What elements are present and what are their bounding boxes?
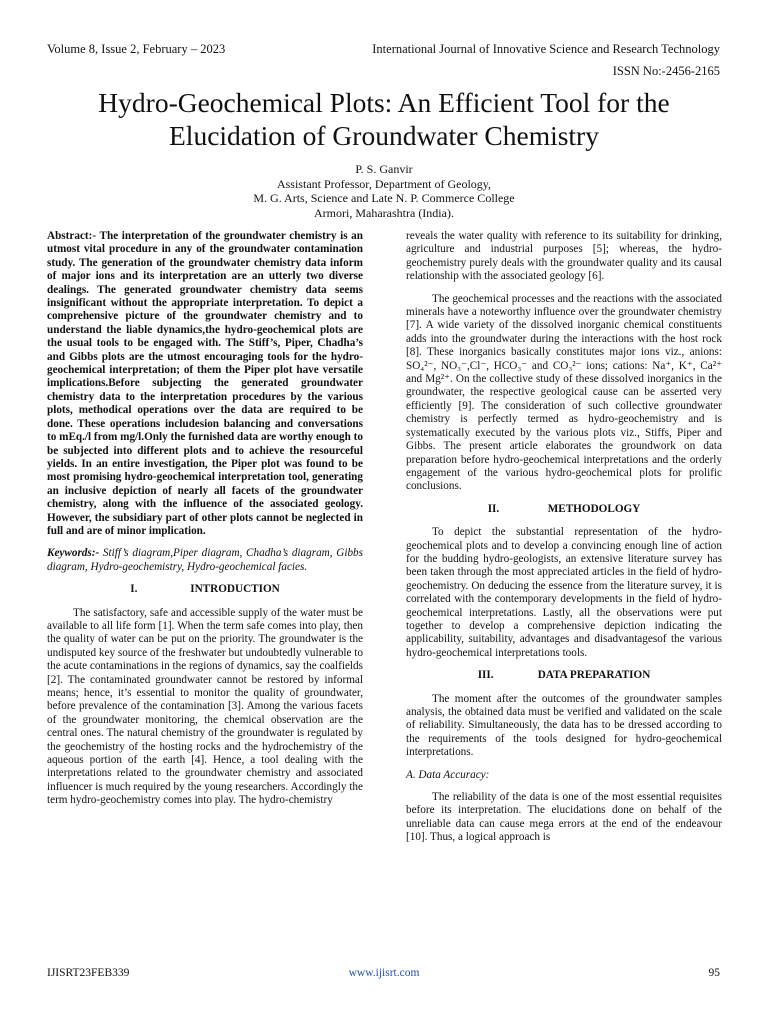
section-number: I.: [130, 583, 138, 596]
geochemical-paragraph: [406, 293, 722, 494]
footer-id: IJISRT23FEB339: [47, 967, 130, 979]
keywords: [47, 547, 363, 574]
abstract-text: The interpretation of the groundwater chemistry is an utmost vital procedure in any of the groundwater contamination study. The generation of the groundwater chemistry data inform of major ions and its interpretation are an utterly two diverse dealings. The generated groundwater chemistry data seems insignificant without the appropriate interpretation. To depict a comprehensive picture of the groundwater chemistry and to understand the liable dynamics,the hydro-geochemical plots are the usual tools to be engaged with. The Stiff’s, Piper, Chadha’s and Gibbs plots are the utmost encouraging tools for the hydro-geochemical interpretation; of them the Piper plot have versatile implications.Before subjecting the generated groundwater chemistry data to the interpretation procedures by the various plots, methodical operations over the data are required to be done. These operations includesion balancing and conversations to mEq./l from mg/l.Only the furnished data are worthy enough to be subjected into different plots and to achieve the resourceful yields. In an entire investigation, the Piper plot was found to be most promising hydro-geochemical interpretation tool, generating an inclusive depiction of nearly all facets of the groundwater chemistry, along with the influence of the associated geology. However, the subsidiary part of other plots cannot be neglected in full and are of minor implication.: [47, 230, 363, 537]
abstract: [47, 230, 363, 538]
author-name: P. S. Ganvir: [355, 162, 413, 176]
subsection-data-accuracy: A. Data Accuracy:: [406, 768, 490, 781]
section-title: DATA PREPARATION: [537, 669, 651, 682]
paper-title: [40, 86, 728, 152]
section-number: II.: [487, 502, 500, 515]
author-position: Assistant Professor, Department of Geology,: [276, 176, 492, 191]
right-column: [406, 230, 722, 854]
page-number: 95: [708, 967, 720, 979]
section-heading-introduction: [47, 583, 363, 596]
ion-list: SO₄²⁻, NO₃⁻,Cl⁻, HCO₃⁻ and CO₃²⁻ ions; cations: Na⁺, K⁺, Ca²⁺ and Mg²⁺.: [406, 359, 722, 386]
keywords-label: Keywords:-: [47, 547, 100, 560]
methodology-paragraph: To depict the substantial representation of the hydro-geochemical plots and to develop a convincing enough line of action for the budding hydro-geologists, an extensive literature survey has been taken through the most appreciated articles in the field of hydro-geochemistry. On deducing the essence from the literature survey, it is correlated with the contemporary developments in the field of hydro-geochemical interpretations. Lastly, all the observations were put together to develop a comprehensive depiction indicating the applicability, suitability, advantages and disadvantagesof the various hydro-geochemical interpretations tools.: [406, 526, 722, 659]
section-title: METHODOLOGY: [547, 502, 641, 515]
title-line-2: Elucidation of Groundwater Chemistry: [169, 120, 599, 151]
geochemical-text-2: On the collective study of these dissolved inorganics in the groundwater, the respective geological cause can be asserted very efficiently [9]. The consideration of such collective groundwater chemistry is perfectly termed as hydro-geochemistry and is systematically executed by the various plots viz., Stiffs, Piper and Gibbs. The present article elaborates the groundwork on data preparation before hydro-geochemical interpretations and the orderly engagement of the various hydro-geochemical plots for prolific conclusions.: [406, 373, 722, 493]
data-accuracy-paragraph: The reliability of the data is one of the most essential requisites before its interpretation. The elucidations done on behalf of the unreliable data can cause mega errors at the end of the endeavour [10]. Thus, a logical approach is: [406, 791, 722, 844]
author-college: M. G. Arts, Science and Late N. P. Commerce College: [253, 191, 515, 205]
author-location: Armori, Maharashtra (India).: [314, 205, 454, 220]
keywords-text: Stiff’s diagram,Piper diagram, Chadha’s diagram, Gibbs diagram, Hydro-geochemistry, Hydro-geochemical facies.: [47, 547, 363, 573]
section-number: III.: [477, 669, 494, 682]
intro-continued-paragraph: reveals the water quality with reference to its suitability for drinking, agriculture and industrial purposes [5]; whereas, the hydro-geochemistry purely deals with the groundwater quality and its causal relationship with the associated geology [6].: [406, 230, 722, 283]
header-journal: International Journal of Innovative Science and Research Technology: [372, 42, 720, 56]
footer-url-link[interactable]: www.ijisrt.com: [348, 967, 420, 979]
abstract-label: Abstract:-: [47, 230, 97, 242]
author-block: [0, 162, 768, 220]
introduction-paragraph: The satisfactory, safe and accessible supply of the water must be available to all life form [1]. When the term safe comes into play, then the quality of water can be put on the priority. The groundwater is the undisputed key source of the freshwater but undoubtedly vulnerable to the acute contaminations in the regions of dynamics, say the coalfields [2]. The contaminated groundwater cannot be restored by informal means; hence, it’s essential to monitor the quality of groundwater, before prevalence of the contamination [3]. Among the various facets of the groundwater monitoring, the chemical observation are the central ones. The natural chemistry of the groundwater is regulated by the geochemistry of the hosting rocks and the hydrochemistry of the aqueous portion of the earth [4]. Hence, a tool dealing with the interpretations related to the groundwater chemistry and associated influencer is much required by the young researchers. Accordingly the term hydro-geochemistry comes into play. The hydro-chemistry: [47, 606, 363, 807]
section-title: INTRODUCTION: [190, 583, 280, 596]
section-heading-data-preparation: [406, 669, 722, 682]
data-preparation-paragraph: The moment after the outcomes of the groundwater samples analysis, the obtained data must be verified and validated on the scale of reliability. Simultaneously, the data has to be dressed according to the requirements of the tools designed for hydro-geochemical interpretations.: [406, 692, 722, 759]
header-volume: Volume 8, Issue 2, February – 2023: [47, 42, 226, 56]
title-line-1: Hydro-Geochemical Plots: An Efficient Tool for the: [98, 87, 670, 118]
section-heading-methodology: [406, 503, 722, 516]
geochemical-text-1: The geochemical processes and the reactions with the associated minerals have a noteworthy influence over the groundwater chemistry [7]. A wide variety of the dissolved inorganic chemical constituents adds into the groundwater during the interactions with the host rock [8]. These inorganics basically constitutes major ions viz., anions:: [406, 292, 722, 359]
left-column: [47, 230, 363, 817]
header-issn: ISSN No:-2456-2165: [612, 64, 720, 78]
